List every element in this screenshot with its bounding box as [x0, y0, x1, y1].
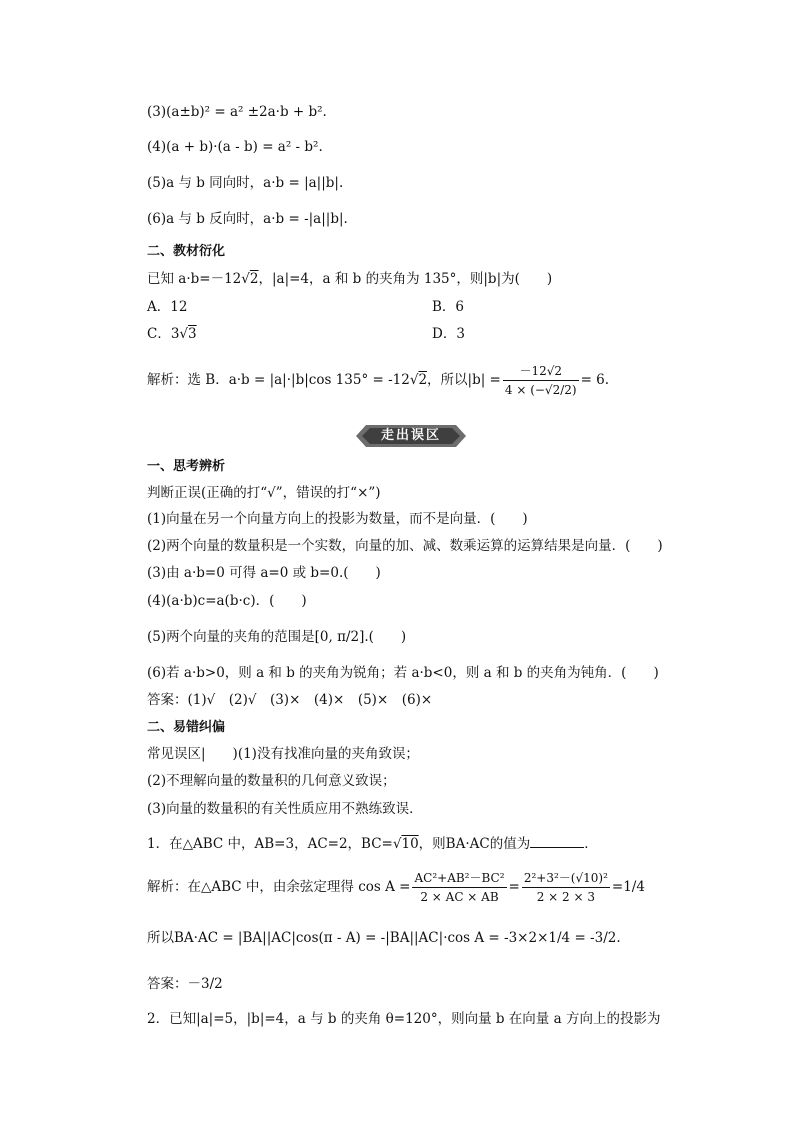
problem-2-stem: 2．已知|a|=5，|b|=4，a 与 b 的夹角 θ=120°，则向量 b 在向量 a 方向上的投影为	[147, 1011, 661, 1027]
cosine-fraction-values: $\frac{\text{2²+3²－(√10)²}}{2 \times 2 \times 3}$	[523, 870, 608, 904]
think-item-5: (5)两个向量的夹角的范围是[0, π/2].( )	[147, 629, 407, 645]
problem-1-answer: 答案： －3/2	[147, 976, 223, 992]
think-item-3: (3)由 a·b=0 可得 a=0 或 b=0.( )	[147, 565, 381, 581]
banner-label: 走出误区	[380, 428, 441, 443]
heading-errors: 二、易错纠偏	[147, 720, 226, 735]
problem-1-line-2: 所以BA·AC = |BA||AC|cos(π - A) = -|BA||AC|·cos A = -3×2× 1/4 = -3/2.	[147, 930, 621, 946]
question-part-a: 已知 a·b=－12	[147, 271, 242, 287]
think-item-2: (2)两个向量的数量积是一个实数，向量的加、减、数乘运算的运算结果是向量．( )	[147, 538, 663, 554]
solution-fraction: $\frac{-12√2}{4 \times (-√2/2)}$	[504, 363, 577, 397]
problem-1-solution: 解析：在△ABC 中，由余弦定理得 cos A = $\frac{\text{AC²+AB²－BC²}}{2 \times AC \times AB}$ = $\frac{\text{2²+3²－(√10)²}}{2 \times 2 \times 3}$ = 1/4	[147, 870, 645, 904]
section-banner	[356, 425, 466, 447]
formula-4: (4)(a + b)·(a - b) = a² - b².	[147, 139, 323, 155]
answer-value: －3/2	[187, 976, 223, 992]
textbook-question: 已知 a·b=－12√2，|a|=4，a 和 b 的夹角为 135°，则|b|为( )	[147, 271, 553, 287]
think-item-1: (1)向量在另一个向量方向上的投影为数量，而不是向量．( )	[147, 511, 528, 527]
cosine-fraction: $\frac{\text{AC²+AB²－BC²}}{2 \times AC \times AB}$	[414, 870, 505, 904]
question-sqrt: 2	[249, 271, 259, 287]
formula-6: (6)a 与 b 反向时，a·b = -|a||b|.	[147, 211, 348, 227]
formula-3: (3)(a±b)² = a² ±2a·b + b².	[147, 104, 327, 120]
textbook-solution: 解析：选 B．a·b = |a|·|b|cos 135° = -12 √ 2 ，所以|b| = $\frac{-12√2}{4 \times (-√2/2)}$ = 6.	[147, 363, 610, 397]
question-part-b: ，|a|=4，a 和 b 的夹角为 135°，则|b|为( )	[258, 271, 553, 287]
errors-item-3: (3)向量的数量积的有关性质应用不熟练致误．	[147, 801, 423, 817]
heading-textbook: 二、教材衍化	[147, 244, 226, 259]
option-c: C．3√3	[147, 326, 197, 342]
problem-1-stem: 1．在△ABC 中，AB=3，AC=2，BC=√10，则BA·AC的值为 ．	[147, 836, 598, 852]
answer-blank	[530, 835, 584, 848]
errors-intro: 常见误区| )(1)没有找准向量的夹角致误；	[147, 746, 419, 762]
option-d: D．3	[432, 326, 465, 342]
formula-5: (5)a 与 b 同向时，a·b = |a||b|.	[147, 175, 344, 191]
heading-think: 一、思考辨析	[147, 459, 226, 474]
option-a: A．12	[147, 299, 188, 315]
option-b: B．6	[432, 299, 465, 315]
errors-item-2: (2)不理解向量的数量积的几何意义致误；	[147, 773, 396, 789]
interval: [0, π/2]	[314, 629, 365, 645]
think-item-4: (4)(a·b)c=a(b·c)．( )	[147, 593, 307, 609]
think-item-6: (6)若 a·b>0，则 a 和 b 的夹角为锐角；若 a·b<0，则 a 和 b 的夹角为钝角．( )	[147, 665, 659, 681]
think-instruction: 判断正误(正确的打“√”，错误的打“×”)	[147, 485, 381, 501]
think-answer: 答案：(1)√ (2)√ (3)× (4)× (5)× (6)×	[147, 692, 433, 708]
cosine-result: 1/4	[623, 879, 645, 895]
